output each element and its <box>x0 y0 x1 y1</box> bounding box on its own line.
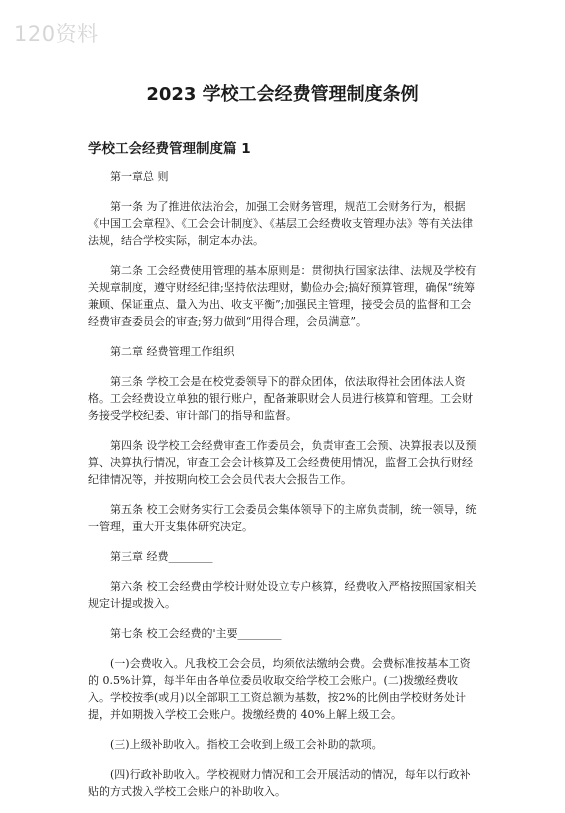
article-paragraph: (一)会费收入。凡我校工会会员，均须依法缴纳会费。会费标准按基本工资的 0.5%计算，每半年由各单位委员收取交给学校工会账户。(二)拨缴经费收入。学校按季(或月)以全部职工工资总额为基数，按2%的比例由学校财务处计提，并如期拨入学校工会账户。拨缴经费的 40%上解上级工会。 <box>88 657 471 721</box>
chapter-heading: 第一章总 则 <box>110 170 169 183</box>
article-paragraph: 第五条 校工会财务实行工会委员会集体领导下的主席负责制，统一领导，统一管理，重大开支集体研究决定。 <box>88 503 477 533</box>
document-title: 2023 学校工会经费管理制度条例 <box>146 84 419 105</box>
article-paragraph: 第四条 设学校工会经费审查工作委员会，负责审查工会预、决算报表以及预算、决算执行情况，审查工会会计核算及工会经费使用情况，监督工会执行财经纪律情况等，并按期向校工会会员代表大会报告工作。 <box>88 439 477 486</box>
article-paragraph: 第七条 校工会经费的'主要________ <box>110 627 282 640</box>
watermark: 120资料 <box>14 22 99 46</box>
article-paragraph: 第六条 校工会经费由学校计财处设立专户核算，经费收入严格按照国家相关规定计提或拨入。 <box>88 580 477 610</box>
section-heading: 学校工会经费管理制度篇 1 <box>88 141 251 157</box>
chapter-heading: 第三章 经费________ <box>110 550 213 563</box>
article-paragraph: 第三条 学校工会是在校党委领导下的群众团体，依法取得社会团体法人资格。工会经费设立单独的银行账户，配备兼职财会人员进行核算和管理。工会财务接受学校纪委、审计部门的指导和监督。 <box>88 375 473 422</box>
article-paragraph: 第二条 工会经费使用管理的基本原则是：贯彻执行国家法律、法规及学校有关规章制度，遵守财经纪律;坚持依法理财，勤俭办会;搞好预算管理，确保“统筹兼顾、保证重点、量入为出、收支平衡”;加强民主管理，接受会员的监督和工会经费审查委员会的审查;努力做到“用得合理，会员满意”。 <box>88 264 477 328</box>
article-paragraph: 第一条 为了推进依法治会，加强工会财务管理，规范工会财务行为，根据《中国工会章程》、《工会会计制度》、《基层工会经费收支管理办法》等有关法律法规，结合学校实际，制定本办法。 <box>88 200 473 247</box>
article-paragraph: (三)上级补助收入。指校工会收到上级工会补助的款项。 <box>110 738 383 751</box>
article-paragraph: (四)行政补助收入。学校视财力情况和工会开展活动的情况，每年以行政补贴的方式拨入学校工会账户的补助收入。 <box>88 768 471 798</box>
chapter-heading: 第二章 经费管理工作组织 <box>110 345 235 358</box>
document-body <box>88 168 480 813</box>
